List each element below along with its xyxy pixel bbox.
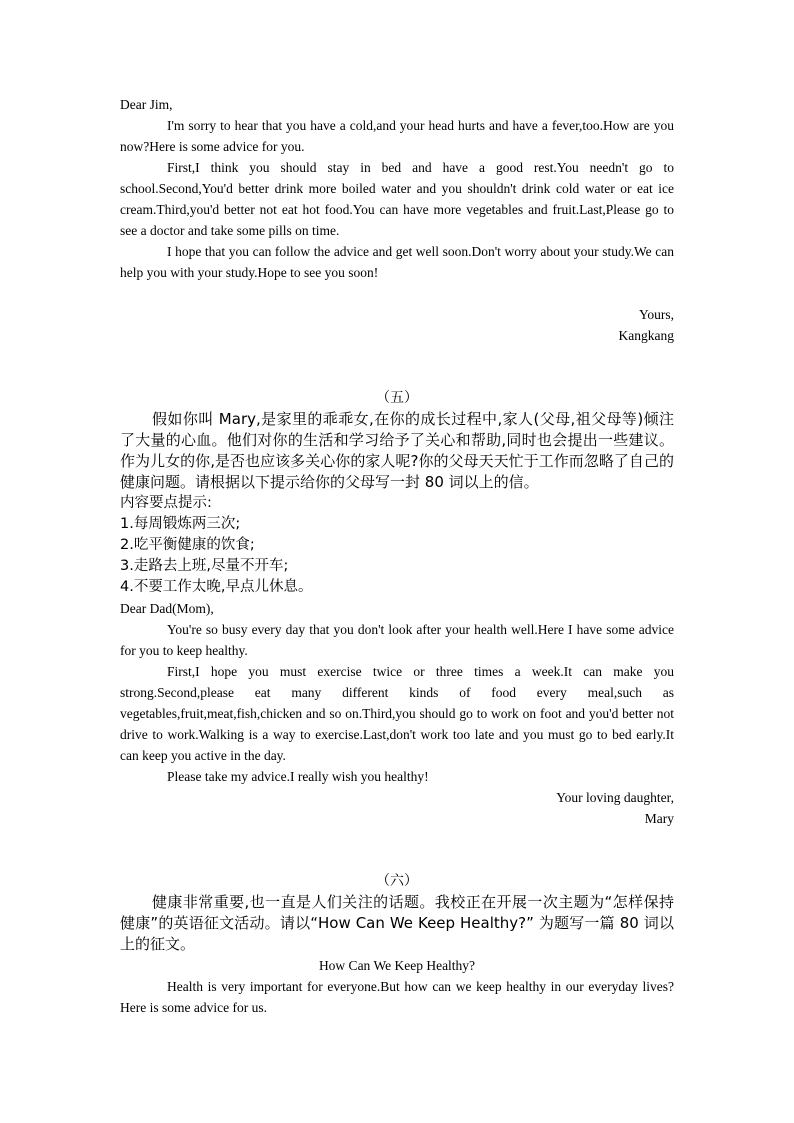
section6-title: How Can We Keep Healthy? [318,958,476,973]
section6-prompt: 健康非常重要,也一直是人们关注的话题。我校正在开展一次主题为“怎样保持健康”的英语征文活动。请以“How Can We Keep Healthy?” 为题写一篇 80 词以上的征文。 [120,893,674,953]
section5-closing: Your loving daughter, [556,790,674,805]
section5-greeting: Dear Dad(Mom), [120,601,214,616]
letter-to-jim [120,94,674,346]
section-6 [120,871,674,1018]
section5-prompt: 假如你叫 Mary,是家里的乖乖女,在你的成长过程中,家人(父母,祖父母等)倾注了大量的心血。他们对你的生活和学习给予了关心和帮助,同时也会提出一些建议。作为儿女的你,是否也应该多关心你的家人呢?你的父母天天忙于工作而忽略了自己的健康问题。请根据以下提示给你的父母写一封 80 词以上的信。 [120,410,674,491]
section5-paragraph-1: You're so busy every day that you don't look after your health well.Here I have some advice for you to keep healthy. [120,622,674,658]
letter1-signature: Kangkang [618,328,674,343]
section5-hint-2: 2.吃平衡健康的饮食; [120,537,255,553]
letter1-greeting: Dear Jim, [120,97,173,112]
section5-hint-3: 3.走路去上班,尽量不开车; [120,558,289,574]
section5-signature: Mary [644,811,674,826]
section5-hint-4: 4.不要工作太晚,早点儿休息。 [120,579,313,595]
letter1-paragraph-1: I'm sorry to hear that you have a cold,and your head hurts and have a fever,too.How are you now?Here is some advice for you. [120,118,674,154]
section5-paragraph-2: First,I hope you must exercise twice or three times a week.It can make you strong.Second,please eat many different kinds of food every meal,such as vegetables,fruit,meat,fish,chicken and so on.Third,you should go to work on foot and you'd better not drive to work.Walking is a way to exercise.Last,don't work too late and you must go to bed early.It can keep you active in the day. [120,664,674,763]
section5-heading: （五） [376,390,418,406]
letter1-paragraph-2: First,I think you should stay in bed and have a good rest.You needn't go to school.Second,You'd better drink more boiled water and you shouldn't drink cold water or eat ice cream.Third,you'd better not eat hot food.You can have more vegetables and fruit.Last,Please go to see a doctor and take some pills on time. [120,160,674,238]
section5-hints-title: 内容要点提示: [120,495,212,511]
section5-paragraph-3: Please take my advice.I really wish you healthy! [167,769,429,784]
section-5 [120,388,674,829]
letter1-paragraph-3: I hope that you can follow the advice and get well soon.Don't worry about your study.We can help you with your study.Hope to see you soon! [120,244,674,280]
letter1-closing: Yours, [638,307,674,322]
section5-hint-1: 1.每周锻炼两三次; [120,516,241,532]
section6-paragraph-1: Health is very important for everyone.But how can we keep healthy in our everyday lives?Here is some advice for us. [120,979,674,1015]
section6-heading: （六） [376,873,418,889]
document-page [120,94,674,1018]
